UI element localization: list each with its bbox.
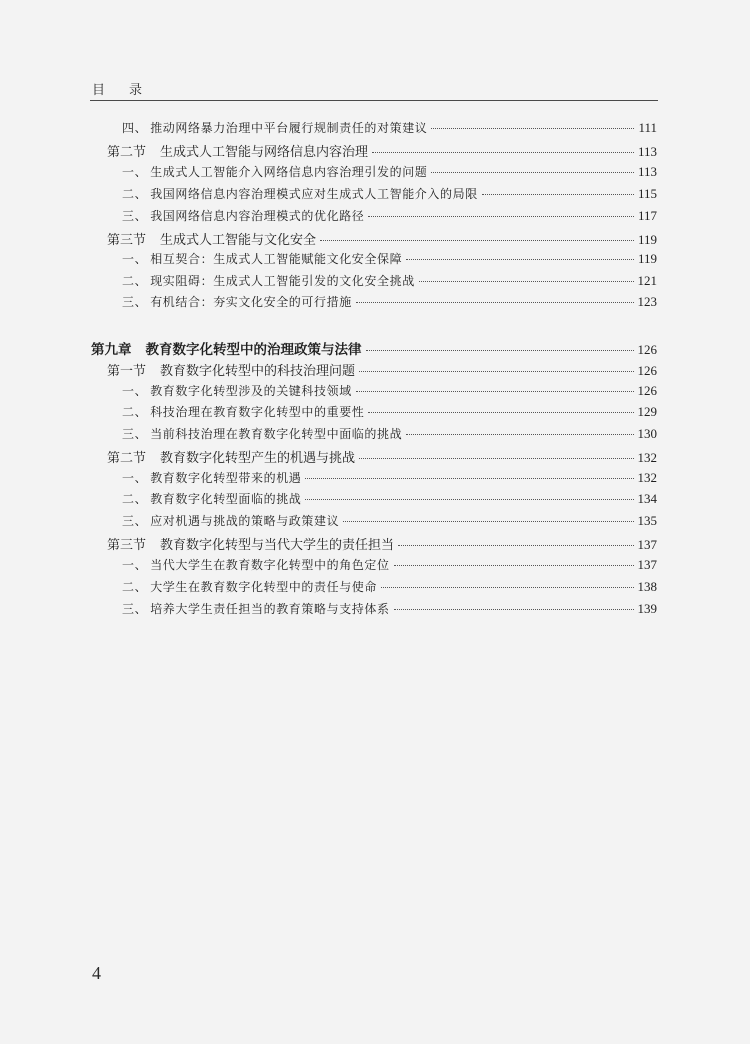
toc-entry-prefix: 一、 [122, 165, 148, 179]
dot-leader [431, 128, 634, 129]
toc-entry-sub [122, 512, 657, 532]
toc-entry-sub [122, 490, 657, 510]
toc-entry-title: 教育数字化转型中的治理政策与法律 [145, 342, 362, 358]
toc-entry-title: 大学生在教育数字化转型中的责任与使命 [150, 580, 378, 594]
toc-entry-sub [122, 250, 657, 270]
toc-entry-sub [122, 293, 657, 313]
toc-entry-section [107, 447, 657, 467]
dot-leader [366, 350, 634, 351]
toc-entry-page: 126 [637, 363, 657, 378]
toc-entry-sub [122, 403, 657, 423]
toc-entry-chapter [91, 338, 657, 358]
toc-entry-prefix: 第九章 [91, 342, 132, 358]
running-head-right: 录 [129, 83, 143, 98]
toc-entry-page: 121 [637, 273, 657, 288]
toc-entry-page: 123 [637, 294, 657, 309]
dot-leader [482, 194, 634, 195]
toc-entry-title: 当代大学生在教育数字化转型中的角色定位 [150, 558, 390, 572]
toc-entry-prefix: 第二节 [107, 451, 147, 466]
dot-leader [381, 587, 633, 588]
toc-entry-prefix: 一、 [122, 384, 148, 398]
toc-entry-title: 应对机遇与挑战的策略与政策建议 [150, 514, 340, 528]
toc-entry-sub [122, 207, 657, 227]
toc-entry-prefix: 一、 [122, 558, 148, 572]
toc-entry-title: 培养大学生责任担当的教育策略与支持体系 [150, 602, 390, 616]
toc-entry-page: 126 [637, 383, 657, 398]
toc-entry-title: 科技治理在教育数字化转型中的重要性 [150, 405, 365, 419]
dot-leader [368, 412, 633, 413]
dot-leader [406, 434, 633, 435]
toc-entry-title: 教育数字化转型产生的机遇与挑战 [160, 451, 356, 466]
toc-entry-page: 119 [637, 232, 657, 247]
toc-entry-title: 生成式人工智能介入网络信息内容治理引发的问题 [150, 165, 428, 179]
toc-entry-prefix: 三、 [122, 209, 148, 223]
toc-entry-sub [122, 119, 657, 139]
toc-entry-section [107, 360, 657, 380]
toc-entry-page: 119 [637, 251, 657, 266]
toc-entry-page: 111 [638, 120, 657, 135]
toc-entry-sub [122, 469, 657, 489]
toc-entry-title: 当前科技治理在教育数字化转型中面临的挑战 [150, 427, 403, 441]
toc-entry-page: 139 [637, 601, 657, 616]
toc-entry-sub [122, 425, 657, 445]
toc-entry-sub [122, 185, 657, 205]
dot-leader [305, 478, 633, 479]
toc-entry-prefix: 二、 [122, 492, 148, 506]
toc-entry-page: 113 [637, 144, 657, 159]
toc-entry-title: 有机结合：夯实文化安全的可行措施 [150, 295, 352, 309]
dot-leader [394, 609, 634, 610]
toc-entry-sub [122, 578, 657, 598]
toc-entry-prefix: 第一节 [107, 364, 147, 379]
toc-entry-page: 117 [637, 208, 657, 223]
page-number: 4 [92, 963, 101, 983]
running-head [92, 79, 142, 98]
toc-entry-page: 135 [637, 513, 657, 528]
toc-entry-prefix: 第三节 [107, 538, 147, 553]
dot-leader [419, 281, 634, 282]
toc-entry-page: 137 [637, 537, 657, 552]
toc-entry-title: 生成式人工智能与网络信息内容治理 [160, 145, 369, 160]
toc-entry-sub [122, 272, 657, 292]
toc-entry-title: 我国网络信息内容治理模式应对生成式人工智能介入的局限 [150, 187, 478, 201]
toc-entry-title: 相互契合：生成式人工智能赋能文化安全保障 [150, 252, 403, 266]
toc-entry-prefix: 一、 [122, 471, 148, 485]
toc-entry-page: 126 [637, 342, 657, 357]
toc-entry-title: 教育数字化转型带来的机遇 [150, 471, 302, 485]
toc-entry-prefix: 二、 [122, 187, 148, 201]
toc-entry-prefix: 第三节 [107, 233, 147, 248]
toc-entry-title: 教育数字化转型与当代大学生的责任担当 [160, 538, 395, 553]
dot-leader [356, 302, 634, 303]
dot-leader [343, 521, 633, 522]
toc-entry-page: 138 [637, 579, 657, 594]
header-rule [90, 100, 658, 101]
toc-entry-page: 115 [637, 186, 657, 201]
toc-entry-prefix: 二、 [122, 274, 148, 288]
toc-entry-page: 134 [637, 491, 657, 506]
dot-leader [394, 565, 634, 566]
dot-leader [320, 240, 634, 241]
toc-entry-prefix: 三、 [122, 602, 148, 616]
dot-leader [431, 172, 634, 173]
dot-leader [359, 371, 633, 372]
toc-entry-title: 生成式人工智能与文化安全 [160, 233, 317, 248]
toc-entry-page: 129 [637, 404, 657, 419]
dot-leader [372, 152, 634, 153]
toc-entry-page: 113 [637, 164, 657, 179]
running-head-left: 目 [92, 83, 106, 98]
toc-entry-page: 132 [637, 470, 657, 485]
toc-entry-sub [122, 556, 657, 576]
toc-entry-prefix: 二、 [122, 580, 148, 594]
toc-entry-page: 137 [637, 557, 657, 572]
toc-entry-prefix: 三、 [122, 427, 148, 441]
toc-entry-prefix: 三、 [122, 295, 148, 309]
toc-entry-prefix: 三、 [122, 514, 148, 528]
toc-entry-prefix: 一、 [122, 252, 148, 266]
toc-entry-prefix: 四、 [122, 121, 148, 135]
toc-entry-title: 现实阻碍：生成式人工智能引发的文化安全挑战 [150, 274, 415, 288]
toc-entry-title: 教育数字化转型中的科技治理问题 [160, 364, 356, 379]
dot-leader [359, 458, 633, 459]
toc-entry-page: 132 [637, 450, 657, 465]
toc-entry-section [107, 534, 657, 554]
toc-entry-title: 我国网络信息内容治理模式的优化路径 [150, 209, 365, 223]
dot-leader [398, 545, 633, 546]
toc-entry-prefix: 第二节 [107, 145, 147, 160]
toc-entry-title: 推动网络暴力治理中平台履行规制责任的对策建议 [150, 121, 428, 135]
toc-entry-title: 教育数字化转型面临的挑战 [150, 492, 302, 506]
toc-entry-page: 130 [637, 426, 657, 441]
dot-leader [406, 259, 634, 260]
toc-entry-sub [122, 163, 657, 183]
toc-entry-prefix: 二、 [122, 405, 148, 419]
toc-entry-title: 教育数字化转型涉及的关键科技领域 [150, 384, 352, 398]
toc-entry-section [107, 141, 657, 161]
toc-entry-sub [122, 382, 657, 402]
toc-entry-sub [122, 600, 657, 620]
dot-leader [368, 216, 634, 217]
dot-leader [356, 391, 634, 392]
toc-entry-section [107, 229, 657, 249]
dot-leader [305, 499, 633, 500]
